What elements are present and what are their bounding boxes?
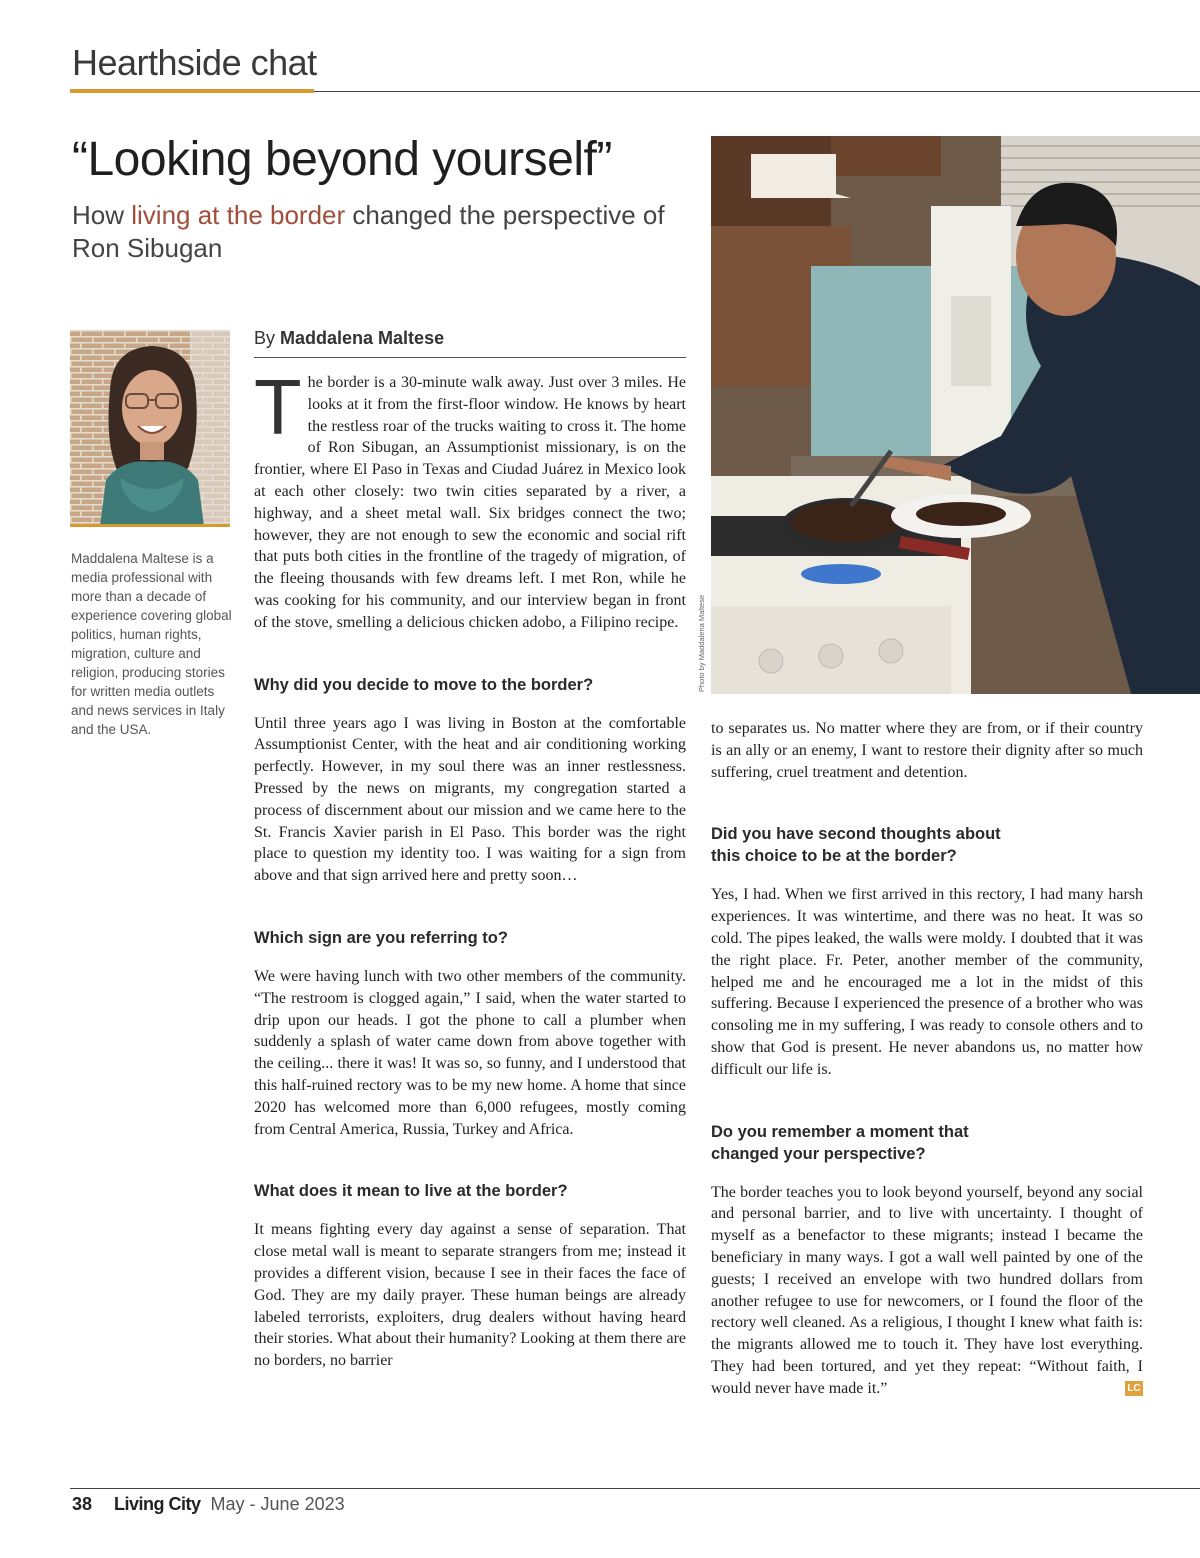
end-mark-logo: LC (1125, 1381, 1143, 1396)
question-5-line-2: changed your perspective? (711, 1144, 926, 1163)
footer-divider (70, 1488, 1200, 1489)
article-column-2 (711, 718, 1143, 1400)
author-photo (70, 330, 230, 526)
byline-author: Maddalena Maltese (280, 328, 445, 348)
byline-prefix: By (254, 328, 276, 348)
answer-2: We were having lunch with two other members of the community. “The restroom is clogged again,” I said, when the water started to drip upon our heads. I got the phone to call a plumber when suddenly a splash of water came down from above together with the ceiling... there it was! It was so, so funny, and I understood that this half-ruined rectory was to be my new home. A home that since 2020 has welcomed more than 6,000 refugees, mostly coming from Central America, Russia, Turkey and Africa. (254, 967, 686, 1138)
question-1: Why did you decide to move to the border? (254, 675, 594, 694)
question-4-line-1: Did you have second thoughts about (711, 825, 1001, 844)
article-column-1 (254, 363, 686, 1372)
intro-text: he border is a 30-minute walk away. Just over 3 miles. He looks at it from the first-floor window. He knows by heart the restless roar of the trucks waiting to cross it. The home of Ron Sibugan, an Assumptionist missionary, is on the frontier, where El Paso in Texas and Ciudad Juárez in Mexico look at each other closely: two twin cities separated by a river, a highway, and a sheet metal wall. Six bridges connect the two; however, they are not enough to sew the economic and social rift that puts both cities in the frontline of the tragedy of migration, of the fleeing thousands with few dreams left. I met Ron, while he was cooking for his community, and our interview began in front of the stove, smelling a delicious chicken adobo, a Filipino recipe. (254, 374, 686, 631)
subhead-text-pre: How (72, 200, 132, 230)
intro-paragraph (254, 363, 686, 634)
author-photo-accent-rule (70, 524, 230, 527)
question-2: Which sign are you referring to? (254, 928, 508, 947)
byline (254, 328, 444, 349)
subhead-highlight: living at the border (131, 200, 346, 230)
section-accent-rule (70, 89, 314, 93)
section-divider (314, 91, 1200, 92)
author-bio: Maddalena Maltese is a media professional with more than a decade of experience covering global politics, human rights, migration, culture and religion, producing stories for written media outlets and news services in Italy and the USA. (71, 551, 232, 737)
byline-divider (254, 357, 686, 358)
section-title: Hearthside chat (72, 42, 317, 83)
cooking-photo (711, 136, 1200, 694)
question-4-line-2: this choice to be at the border? (711, 847, 957, 866)
headline: “Looking beyond yourself” (72, 133, 612, 186)
answer-3-continued: to separates us. No matter where they are from, or if their country is an ally or an enemy, I want to restore their dignity after so much suffering, cruel treatment and detention. (711, 720, 1143, 781)
question-5 (711, 1121, 1143, 1165)
answer-4: Yes, I had. When we first arrived in this rectory, I had many harsh experiences. It was wintertime, and there was no heat. It was so cold. The pipes leaked, the walls were moldy. I doubted that it was the right place. Fr. Peter, another member of the community, helped me and he encouraged me a lot in the midst of this suffering. Because I experienced the presence of a brother who was consoling me in my suffering, I was ready to console others and to show that God is present. He never abandons us, no matter how difficult our life is. (711, 886, 1143, 1078)
answer-3: It means fighting every day against a sense of separation. That close metal wall is meant to separate strangers from me; instead it provides a different vision, because I see in their faces the face of God. They are my daily prayer. These human beings are already labeled terrorists, exploiters, drug dealers without having heard their stories. What about their humanity? Looking at them there are no borders, no barrier (254, 1221, 686, 1370)
question-4 (711, 823, 1143, 867)
question-5-line-1: Do you remember a moment that (711, 1122, 969, 1141)
issue-date: May - June 2023 (210, 1494, 345, 1514)
answer-1: Until three years ago I was living in Boston at the comfortable Assumptionist Center, with the heat and air conditioning working perfectly. However, in my soul there was an inner restlessness. Pressed by the news on migrants, my congregation started a process of discernment about our mission and we came here to the St. Francis Xavier parish in El Paso. This border was the right place to question my identity too. I was waiting for a sign from above and that sign arrived here and pretty soon… (254, 714, 686, 885)
page-number: 38 (72, 1494, 93, 1514)
subhead-text-post: changed the perspective of Ron Sibugan (72, 200, 665, 263)
magazine-name: Living City (114, 1494, 201, 1514)
answer-5 (711, 1182, 1143, 1400)
answer-5-text: The border teaches you to look beyond yourself, beyond any social and personal barrier, and to live with uncertainty. I thought of myself as a benefactor to these migrants; instead I became the beneficiary in many ways. I got a wall well painted by one of the guests; I received an envelope with two hundred dollars from another refugee to use for newcomers, or I found the floor of the rectory well cleaned. As a religious, I thought I knew what faith is: the migrants allowed me to touch it. They have lost everything. They had been tortured, and yet they repeat: “Without faith, I would never have made it.” (711, 1183, 1143, 1397)
footer (72, 1494, 345, 1515)
question-3: What does it mean to live at the border? (254, 1182, 568, 1201)
photo-credit: Photo by Maddalena Maltese (697, 594, 706, 692)
drop-cap: T (254, 363, 302, 451)
subheadline (72, 199, 672, 265)
